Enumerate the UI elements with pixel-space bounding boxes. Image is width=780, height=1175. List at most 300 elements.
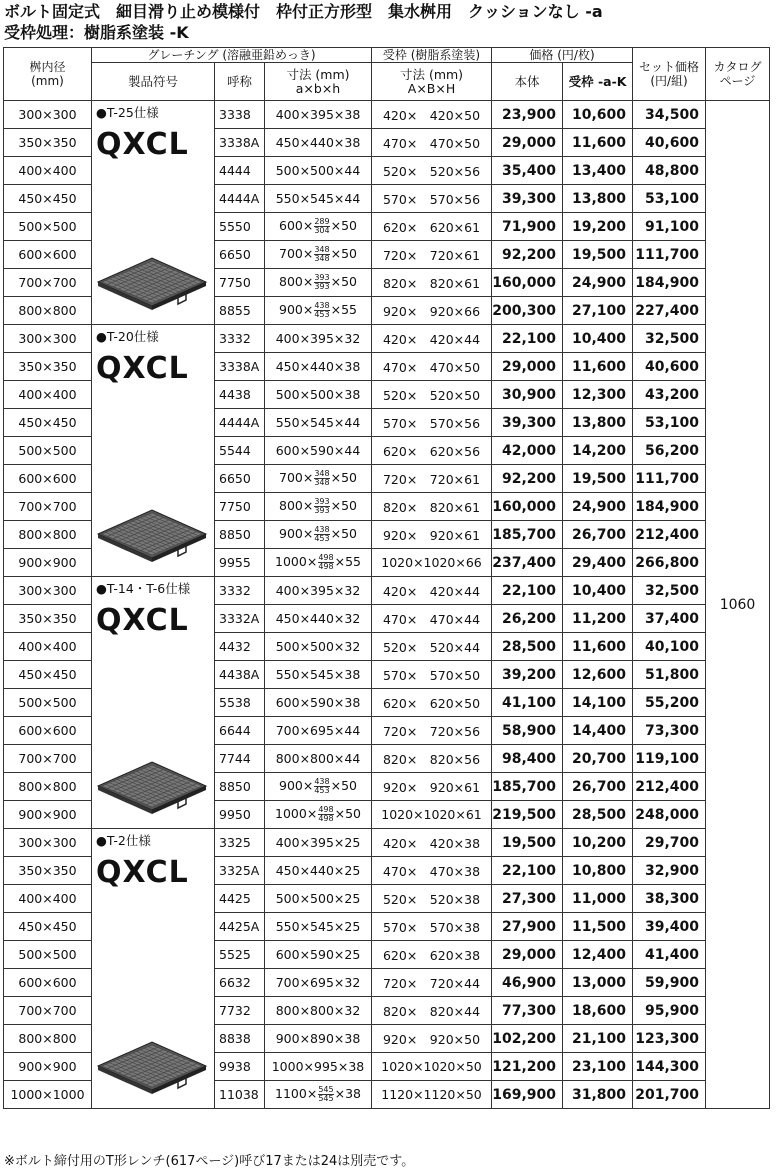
frame-dim: 920× 920×61 (372, 773, 492, 801)
body-price: 77,300 (492, 997, 563, 1025)
body-price: 39,200 (492, 661, 563, 689)
name-code: 4444A (215, 185, 265, 213)
frame-dim: 420× 420×38 (372, 829, 492, 857)
inner-size: 900×900 (4, 1053, 92, 1081)
dim-fraction: $\frac{498}{498}$ (318, 805, 334, 823)
frame-dim: 570× 570×38 (372, 913, 492, 941)
dim-fraction: $\frac{289}{304}$ (314, 217, 330, 235)
frame-price: 12,600 (563, 661, 633, 689)
frame-price: 11,500 (563, 913, 633, 941)
name-code: 3325A (215, 857, 265, 885)
name-code: 3338A (215, 129, 265, 157)
frame-dim: 620× 620×50 (372, 689, 492, 717)
frame-price: 27,100 (563, 297, 633, 325)
frame-dim: 920× 920×50 (372, 1025, 492, 1053)
grating-dim: 400×395×32 (265, 325, 372, 353)
set-price: 43,200 (633, 381, 706, 409)
set-price: 51,800 (633, 661, 706, 689)
frame-price: 12,300 (563, 381, 633, 409)
name-code: 5550 (215, 213, 265, 241)
body-price: 185,700 (492, 521, 563, 549)
frame-price: 10,400 (563, 577, 633, 605)
dim-fraction: $\frac{438}{453}$ (314, 301, 330, 319)
body-price: 29,000 (492, 941, 563, 969)
body-price: 39,300 (492, 185, 563, 213)
frame-dim: 720× 720×44 (372, 969, 492, 997)
name-code: 6650 (215, 241, 265, 269)
body-price: 169,900 (492, 1081, 563, 1109)
inner-size: 800×800 (4, 297, 92, 325)
set-price: 48,800 (633, 157, 706, 185)
body-price: 58,900 (492, 717, 563, 745)
spec-label: ●T-14・T-6仕様 (96, 581, 191, 596)
frame-price: 13,000 (563, 969, 633, 997)
frame-dim: 570× 570×50 (372, 661, 492, 689)
inner-size: 300×300 (4, 577, 92, 605)
name-code: 4444A (215, 409, 265, 437)
body-price: 46,900 (492, 969, 563, 997)
inner-size: 800×800 (4, 1025, 92, 1053)
grating-dim: 500×500×25 (265, 885, 372, 913)
body-price: 26,200 (492, 605, 563, 633)
header-catalog: カタログ ページ (706, 48, 770, 101)
inner-size: 450×450 (4, 185, 92, 213)
set-price: 123,300 (633, 1025, 706, 1053)
body-price: 23,900 (492, 101, 563, 129)
dim-fraction: $\frac{393}{393}$ (314, 273, 330, 291)
grating-dim: 550×545×38 (265, 661, 372, 689)
grating-dim: 550×545×25 (265, 913, 372, 941)
name-code: 6650 (215, 465, 265, 493)
grating-dim: 500×500×44 (265, 157, 372, 185)
grating-image (96, 504, 208, 562)
frame-dim: 620× 620×56 (372, 437, 492, 465)
name-code: 8850 (215, 773, 265, 801)
frame-price: 14,100 (563, 689, 633, 717)
dim-fraction: $\frac{393}{393}$ (314, 497, 330, 515)
product-cell (92, 829, 215, 1109)
frame-dim: 920× 920×61 (372, 521, 492, 549)
frame-price: 11,600 (563, 129, 633, 157)
inner-size: 450×450 (4, 661, 92, 689)
inner-size: 400×400 (4, 381, 92, 409)
grating-dim: 550×545×44 (265, 409, 372, 437)
grating-dim: 450×440×32 (265, 605, 372, 633)
name-code: 8838 (215, 1025, 265, 1053)
frame-dim: 820× 820×61 (372, 493, 492, 521)
grating-dim: 400×395×38 (265, 101, 372, 129)
name-code: 5544 (215, 437, 265, 465)
body-price: 39,300 (492, 409, 563, 437)
body-price: 160,000 (492, 493, 563, 521)
frame-price: 26,700 (563, 521, 633, 549)
inner-size: 1000×1000 (4, 1081, 92, 1109)
set-price: 111,700 (633, 241, 706, 269)
inner-size: 500×500 (4, 689, 92, 717)
set-price: 37,400 (633, 605, 706, 633)
grating-image (96, 252, 208, 310)
set-price: 32,500 (633, 325, 706, 353)
frame-price: 24,900 (563, 493, 633, 521)
inner-size: 400×400 (4, 157, 92, 185)
body-price: 121,200 (492, 1053, 563, 1081)
set-price: 201,700 (633, 1081, 706, 1109)
page-title: ボルト固定式 細目滑り止め模様付 枠付正方形型 集水桝用 クッションなし -a (4, 2, 603, 21)
frame-dim: 420× 420×44 (372, 325, 492, 353)
set-price: 40,600 (633, 353, 706, 381)
frame-price: 11,200 (563, 605, 633, 633)
dim-fraction: $\frac{545}{545}$ (318, 1085, 334, 1103)
body-price: 185,700 (492, 773, 563, 801)
name-code: 3332 (215, 577, 265, 605)
name-code: 7732 (215, 997, 265, 1025)
frame-dim: 1020×1020×61 (372, 801, 492, 829)
header-set-price: セット価格 (円/組) (633, 48, 706, 101)
grating-dim: 400×395×25 (265, 829, 372, 857)
grating-dim: 450×440×25 (265, 857, 372, 885)
name-code: 3332A (215, 605, 265, 633)
grating-dim: 600× $\frac{289}{304}$ ×50 (265, 213, 372, 241)
header-body: 本体 (492, 63, 563, 101)
set-price: 29,700 (633, 829, 706, 857)
frame-price: 11,600 (563, 353, 633, 381)
header-frame: 受枠 (樹脂系塗装) (372, 48, 492, 63)
name-code: 3338A (215, 353, 265, 381)
body-price: 102,200 (492, 1025, 563, 1053)
inner-size: 700×700 (4, 745, 92, 773)
frame-dim: 720× 720×61 (372, 465, 492, 493)
body-price: 41,100 (492, 689, 563, 717)
name-code: 5525 (215, 941, 265, 969)
inner-size: 500×500 (4, 213, 92, 241)
name-code: 4425A (215, 913, 265, 941)
frame-price: 13,800 (563, 409, 633, 437)
inner-size: 400×400 (4, 885, 92, 913)
grating-dim: 500×500×32 (265, 633, 372, 661)
set-price: 53,100 (633, 185, 706, 213)
name-code: 5538 (215, 689, 265, 717)
set-price: 248,000 (633, 801, 706, 829)
set-price: 73,300 (633, 717, 706, 745)
frame-price: 13,800 (563, 185, 633, 213)
frame-dim: 1120×1120×50 (372, 1081, 492, 1109)
frame-dim: 570× 570×56 (372, 185, 492, 213)
set-price: 41,400 (633, 941, 706, 969)
frame-price: 13,400 (563, 157, 633, 185)
frame-dim: 820× 820×56 (372, 745, 492, 773)
frame-dim: 720× 720×61 (372, 241, 492, 269)
frame-price: 31,800 (563, 1081, 633, 1109)
header-frame-k: 受枠 -a-K (563, 63, 633, 101)
header-dim-small: 寸法 (mm) a×b×h (265, 63, 372, 101)
product-cell (92, 101, 215, 325)
set-price: 32,900 (633, 857, 706, 885)
header-dim-big: 寸法 (mm) A×B×H (372, 63, 492, 101)
body-price: 27,900 (492, 913, 563, 941)
grating-dim: 1000× $\frac{498}{498}$ ×50 (265, 801, 372, 829)
frame-dim: 720× 720×56 (372, 717, 492, 745)
dim-fraction: $\frac{498}{498}$ (318, 553, 334, 571)
frame-dim: 1020×1020×66 (372, 549, 492, 577)
set-price: 40,100 (633, 633, 706, 661)
footnote: ※ボルト締付用のT形レンチ(617ページ)呼び17または24は別売です。 (4, 1154, 415, 1169)
set-price: 227,400 (633, 297, 706, 325)
price-table (3, 47, 770, 1109)
body-price: 71,900 (492, 213, 563, 241)
set-price: 184,900 (633, 493, 706, 521)
inner-size: 350×350 (4, 129, 92, 157)
frame-dim: 520× 520×56 (372, 157, 492, 185)
inner-size: 800×800 (4, 773, 92, 801)
spec-label: ●T-20仕様 (96, 329, 159, 344)
table-row (4, 325, 770, 353)
frame-price: 10,600 (563, 101, 633, 129)
inner-size: 600×600 (4, 465, 92, 493)
frame-dim: 520× 520×44 (372, 633, 492, 661)
frame-dim: 470× 470×50 (372, 353, 492, 381)
frame-price: 19,500 (563, 465, 633, 493)
grating-dim: 900×890×38 (265, 1025, 372, 1053)
grating-dim: 500×500×38 (265, 381, 372, 409)
dim-fraction: $\frac{438}{453}$ (314, 777, 330, 795)
set-price: 59,900 (633, 969, 706, 997)
frame-price: 23,100 (563, 1053, 633, 1081)
table-row (4, 101, 770, 129)
header-product-code: 製品符号 (92, 63, 215, 101)
frame-dim: 470× 470×50 (372, 129, 492, 157)
body-price: 19,500 (492, 829, 563, 857)
inner-size: 500×500 (4, 437, 92, 465)
grating-dim: 800× $\frac{393}{393}$ ×50 (265, 493, 372, 521)
name-code: 7744 (215, 745, 265, 773)
frame-price: 28,500 (563, 801, 633, 829)
frame-dim: 820× 820×44 (372, 997, 492, 1025)
grating-dim: 400×395×32 (265, 577, 372, 605)
name-code: 4444 (215, 157, 265, 185)
body-price: 22,100 (492, 577, 563, 605)
set-price: 111,700 (633, 465, 706, 493)
grating-dim: 900× $\frac{438}{453}$ ×50 (265, 773, 372, 801)
frame-dim: 620× 620×38 (372, 941, 492, 969)
frame-price: 29,400 (563, 549, 633, 577)
header-grating: グレーチング (溶融亜鉛めっき) (92, 48, 372, 63)
grating-dim: 450×440×38 (265, 353, 372, 381)
frame-price: 20,700 (563, 745, 633, 773)
set-price: 55,200 (633, 689, 706, 717)
grating-dim: 1000×995×38 (265, 1053, 372, 1081)
grating-dim: 1100× $\frac{545}{545}$ ×38 (265, 1081, 372, 1109)
table-row (4, 577, 770, 605)
grating-dim: 600×590×25 (265, 941, 372, 969)
set-price: 39,400 (633, 913, 706, 941)
set-price: 119,100 (633, 745, 706, 773)
frame-dim: 520× 520×50 (372, 381, 492, 409)
inner-size: 500×500 (4, 941, 92, 969)
grating-dim: 700×695×32 (265, 969, 372, 997)
inner-size: 450×450 (4, 409, 92, 437)
inner-size: 600×600 (4, 717, 92, 745)
model-code: QXCL (96, 603, 189, 638)
model-code: QXCL (96, 855, 189, 890)
grating-dim: 450×440×38 (265, 129, 372, 157)
table-row (4, 829, 770, 857)
frame-price: 19,500 (563, 241, 633, 269)
header-inner-size: 桝内径 (mm) (4, 48, 92, 101)
inner-size: 700×700 (4, 269, 92, 297)
set-price: 34,500 (633, 101, 706, 129)
body-price: 35,400 (492, 157, 563, 185)
frame-price: 14,400 (563, 717, 633, 745)
body-price: 92,200 (492, 241, 563, 269)
body-price: 200,300 (492, 297, 563, 325)
name-code: 3325 (215, 829, 265, 857)
inner-size: 600×600 (4, 241, 92, 269)
grating-dim: 550×545×44 (265, 185, 372, 213)
inner-size: 300×300 (4, 829, 92, 857)
body-price: 22,100 (492, 325, 563, 353)
header-name-code: 呼称 (215, 63, 265, 101)
frame-dim: 820× 820×61 (372, 269, 492, 297)
name-code: 11038 (215, 1081, 265, 1109)
frame-dim: 470× 470×44 (372, 605, 492, 633)
frame-price: 10,400 (563, 325, 633, 353)
header-price: 価格 (円/枚) (492, 48, 633, 63)
inner-size: 350×350 (4, 353, 92, 381)
inner-size: 450×450 (4, 913, 92, 941)
name-code: 3338 (215, 101, 265, 129)
inner-size: 700×700 (4, 997, 92, 1025)
frame-dim: 1020×1020×50 (372, 1053, 492, 1081)
set-price: 95,900 (633, 997, 706, 1025)
name-code: 8850 (215, 521, 265, 549)
set-price: 32,500 (633, 577, 706, 605)
body-price: 92,200 (492, 465, 563, 493)
body-price: 29,000 (492, 129, 563, 157)
body-price: 237,400 (492, 549, 563, 577)
name-code: 9955 (215, 549, 265, 577)
frame-price: 24,900 (563, 269, 633, 297)
frame-price: 11,600 (563, 633, 633, 661)
set-price: 184,900 (633, 269, 706, 297)
frame-dim: 570× 570×56 (372, 409, 492, 437)
model-code: QXCL (96, 351, 189, 386)
name-code: 9938 (215, 1053, 265, 1081)
frame-price: 21,100 (563, 1025, 633, 1053)
name-code: 3332 (215, 325, 265, 353)
inner-size: 800×800 (4, 521, 92, 549)
body-price: 30,900 (492, 381, 563, 409)
inner-size: 300×300 (4, 101, 92, 129)
inner-size: 400×400 (4, 633, 92, 661)
body-price: 98,400 (492, 745, 563, 773)
name-code: 4438 (215, 381, 265, 409)
body-price: 22,100 (492, 857, 563, 885)
dim-fraction: $\frac{348}{348}$ (314, 245, 330, 263)
set-price: 212,400 (633, 773, 706, 801)
grating-dim: 800× $\frac{393}{393}$ ×50 (265, 269, 372, 297)
inner-size: 900×900 (4, 549, 92, 577)
dim-fraction: $\frac{438}{453}$ (314, 525, 330, 543)
set-price: 91,100 (633, 213, 706, 241)
set-price: 56,200 (633, 437, 706, 465)
frame-price: 14,200 (563, 437, 633, 465)
grating-dim: 900× $\frac{438}{453}$ ×55 (265, 297, 372, 325)
grating-dim: 800×800×44 (265, 745, 372, 773)
frame-dim: 920× 920×66 (372, 297, 492, 325)
set-price: 144,300 (633, 1053, 706, 1081)
body-price: 28,500 (492, 633, 563, 661)
name-code: 6644 (215, 717, 265, 745)
set-price: 38,300 (633, 885, 706, 913)
frame-dim: 470× 470×38 (372, 857, 492, 885)
set-price: 266,800 (633, 549, 706, 577)
frame-dim: 420× 420×44 (372, 577, 492, 605)
model-code: QXCL (96, 127, 189, 162)
name-code: 7750 (215, 269, 265, 297)
name-code: 7750 (215, 493, 265, 521)
frame-price: 26,700 (563, 773, 633, 801)
inner-size: 700×700 (4, 493, 92, 521)
body-price: 29,000 (492, 353, 563, 381)
frame-price: 18,600 (563, 997, 633, 1025)
grating-dim: 600×590×38 (265, 689, 372, 717)
dim-fraction: $\frac{348}{348}$ (314, 469, 330, 487)
name-code: 6632 (215, 969, 265, 997)
name-code: 4432 (215, 633, 265, 661)
frame-price: 10,800 (563, 857, 633, 885)
grating-dim: 700× $\frac{348}{348}$ ×50 (265, 241, 372, 269)
frame-price: 12,400 (563, 941, 633, 969)
product-cell (92, 577, 215, 829)
frame-dim: 620× 620×61 (372, 213, 492, 241)
inner-size: 600×600 (4, 969, 92, 997)
frame-price: 11,000 (563, 885, 633, 913)
grating-dim: 800×800×32 (265, 997, 372, 1025)
frame-dim: 420× 420×50 (372, 101, 492, 129)
body-price: 42,000 (492, 437, 563, 465)
name-code: 4425 (215, 885, 265, 913)
body-price: 219,500 (492, 801, 563, 829)
grating-dim: 700× $\frac{348}{348}$ ×50 (265, 465, 372, 493)
inner-size: 900×900 (4, 801, 92, 829)
grating-dim: 900× $\frac{438}{453}$ ×50 (265, 521, 372, 549)
spec-label: ●T-25仕様 (96, 105, 159, 120)
product-cell (92, 325, 215, 577)
name-code: 4438A (215, 661, 265, 689)
set-price: 40,600 (633, 129, 706, 157)
name-code: 8855 (215, 297, 265, 325)
inner-size: 350×350 (4, 857, 92, 885)
frame-price: 19,200 (563, 213, 633, 241)
grating-dim: 600×590×44 (265, 437, 372, 465)
set-price: 212,400 (633, 521, 706, 549)
spec-label: ●T-2仕様 (96, 833, 151, 848)
inner-size: 350×350 (4, 605, 92, 633)
grating-image (96, 756, 208, 814)
grating-dim: 1000× $\frac{498}{498}$ ×55 (265, 549, 372, 577)
frame-dim: 520× 520×38 (372, 885, 492, 913)
page-subtitle: 受枠処理：樹脂系塗装 -K (4, 23, 189, 42)
name-code: 9950 (215, 801, 265, 829)
inner-size: 300×300 (4, 325, 92, 353)
catalog-page: 1060 (706, 101, 770, 1109)
body-price: 160,000 (492, 269, 563, 297)
grating-dim: 700×695×44 (265, 717, 372, 745)
grating-image (96, 1036, 208, 1094)
body-price: 27,300 (492, 885, 563, 913)
frame-price: 10,200 (563, 829, 633, 857)
set-price: 53,100 (633, 409, 706, 437)
